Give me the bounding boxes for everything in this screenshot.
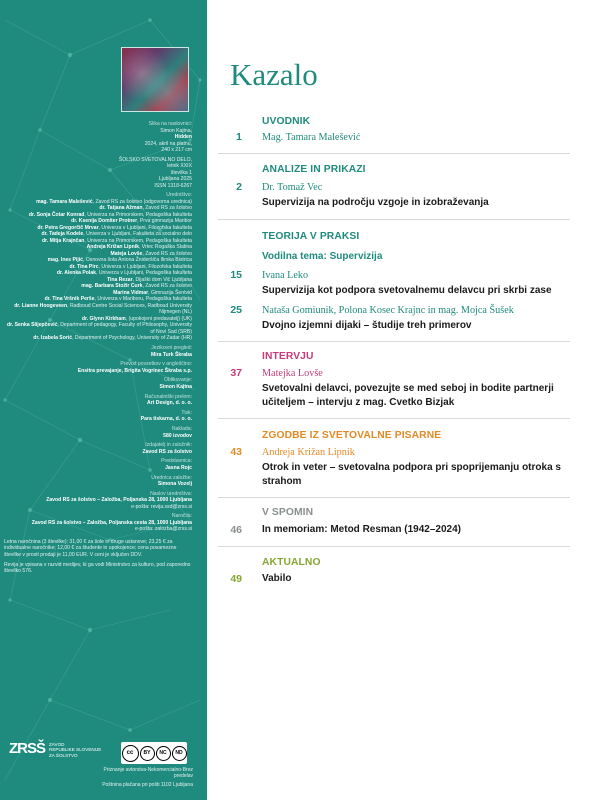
entry-author: Andreja Križan Lipnik xyxy=(262,447,355,458)
board-member: dr. Petra Gregorčič Mrvar, Univerza v Ljubljani, Filozofska fakulteta xyxy=(37,224,192,231)
zrss-logo-text: ZAVOD REPUBLIKE SLOVENIJE ZA ŠOLSTVO xyxy=(49,742,102,758)
license-note: Priznanje avtorstva-Nekomercialno-Brez predelav xyxy=(103,767,193,779)
colophon-credits xyxy=(4,121,192,578)
board-member: dr. Glynn Kirkham, (upokojeni predavatelj) (UK) xyxy=(81,315,192,322)
board-member: dr. Tadeja Kodele, Univerza v Ljubljani, Fakulteta za socialno delo xyxy=(41,231,192,238)
credit-item: Oblikovanje: Simon Kajtna xyxy=(159,377,192,390)
board-member: Marina Vidmar, Gimnazija Šentvid xyxy=(113,289,192,296)
divider xyxy=(218,153,570,154)
cc-nc-icon: NC xyxy=(156,746,171,761)
board-member: dr. Senka Slijepčević, Department of pedagogy, Faculty of Philosophy, University of Novi Sad (SRB) xyxy=(7,322,192,335)
credit-item: Predstavnica: Jasna Rojc xyxy=(161,458,192,471)
section-uvodnik: UVODNIK xyxy=(262,116,311,127)
page-number: 1 xyxy=(236,131,242,143)
credit-list xyxy=(4,345,192,488)
board-member: dr. Tina Pirc, Univerza v Ljubljani, Filozofska fakulteta xyxy=(69,263,192,270)
entry-title: Otrok in veter – svetovalna podpora pri spoprijemanju otroka s strahom xyxy=(262,462,561,487)
board-member: dr. Tatjana Ažman, Zavod RS za šolstvo xyxy=(99,205,192,212)
board-member: mag. Barbara Stožir Curk, Zavod RS za šolstvo xyxy=(81,283,192,290)
credit-item: Naklada: 580 izvodov xyxy=(163,426,192,439)
postage-note: Poštnina plačana pri pošti 1102 Ljubljana xyxy=(102,782,193,788)
price-note: Letna naročnina (3 številke): 31,00 € za šole in druge ustanove; 23,25 € za individualne naročnike; 12,00 € za študente in upokojence; cena posamezne številke v prosti prodaji je 11,00 EUR. V ceni je vključen DDV. xyxy=(4,538,177,558)
entry-title: Svetovalni delavci, povezujte se med seboj in bodite partnerji učiteljem – intervju z mag. Cvetko Bizjak xyxy=(262,383,554,408)
board-member: dr. Mitja Krajnčan, Univerza na Primorskem, Pedagoška fakulteta xyxy=(41,237,192,244)
zrss-logo-mark: ZRSŠ xyxy=(9,740,46,757)
board-member: Andreja Križan Lipnik, Vrtec Rogaška Slatina xyxy=(86,244,192,251)
credit-item: Tisk: Para tiskarna, d. o. o. xyxy=(140,409,192,423)
page-number: 43 xyxy=(230,446,242,458)
divider xyxy=(218,341,570,342)
board-member: dr. Lianne Hoogeveen, Radboud Centre Social Sciences, Radboud University Nijmegen (NL) xyxy=(14,302,192,316)
page-number: 25 xyxy=(230,304,242,316)
orders-address: Naročila: Zavod RS za šolstvo – Založba, Poljanska cesta 28, 1000 Ljubljana e-pošta: zalozba@zrss.si xyxy=(31,513,192,533)
journal-info: ŠOLSKO SVETOVALNO DELO, letnik XXIX številka 1 Ljubljana 2025 ISSN 1318-6267 xyxy=(118,156,192,189)
entry-title: Vabilo xyxy=(262,573,292,584)
editorial-address: Naslov uredništva: Zavod RS za šolstvo – Založba, Poljanska 28, 1000 Ljubljana e-pošta: revija.ssd@zrss.si xyxy=(46,490,192,510)
entry-author: Dr. Tomaž Vec xyxy=(262,182,323,193)
entry-title: Supervizija kot podpora svetovalnemu delavcu pri skrbi zase xyxy=(262,285,552,296)
cover-image-thumbnail xyxy=(121,47,189,112)
entry-title: Dvojno izjemni dijaki – študije treh primerov xyxy=(262,320,472,331)
board-member: mag. Tamara Malešević, Zavod RS za šolstvo (odgovorna urednica) xyxy=(36,198,192,205)
entry-author: Ivana Leko xyxy=(262,270,309,281)
divider xyxy=(218,418,570,419)
board-member: dr. Alenka Polak, Univerza v Ljubljani, Pedagoška fakulteta xyxy=(56,270,192,277)
cc-license-badge xyxy=(121,742,187,764)
board-member: Mateja Lovše, Zavod RS za šolstvo xyxy=(110,250,192,257)
credit-item: Izdajatelj in založnik: Zavod RS za šolstvo xyxy=(142,442,192,455)
cc-by-icon: BY xyxy=(140,746,155,761)
entry-title: Supervizija na področju vzgoje in izobraževanja xyxy=(262,197,489,208)
section-intervju: INTERVJU xyxy=(262,351,314,362)
cc-icon: cc xyxy=(122,745,139,762)
section-zgodbe: ZGODBE IZ SVETOVALNE PISARNE xyxy=(262,430,442,441)
editorial-board: Uredništvo: mag. Tamara Malešević, Zavod RS za šolstvo (odgovorna urednica) dr. Tatjana Ažman, Zavod RS za šolstvo dr. Sonja Čotar Konrad, Univerza na Primorskem, Pedagoška fakulteta dr. Ksenija Domiter Protner, Prva gimnazija Maribor dr. Petra Gregorčič Mrvar, Univerza v Ljubljani, Filozofska fakulteta dr. Tadeja Kodele, Univerza v Ljubljani, Fakulteta za socialno delo dr. Mitja Krajnčan, Univerza na Primorskem, Pedagoška fakulteta Andreja Križan Lipnik, Vrtec Rogaška Slatina Mateja Lovše, Zavod RS za šolstvo mag. Ines Pijić, Osnovna šola Antona Žnideršiča Ilirska Bistrica dr. Tina Pirc, Univerza v Ljubljani, Filozofska fakulteta dr. Alenka Polak, Univerza v Ljubljani, Pedagoška fakulteta Tina Rezar, Dijaški dom Vič Ljubljana mag. Barbara Stožir Curk, Zavod RS za šolstvo Marina Vidmar, Gimnazija Šentvid dr. Tina Vršnik Perše, Univerza v Mariboru, Pedagoška fakulteta dr. Lianne Hoogeveen, Radboud Centre Social Sciences, Radboud University Nijmegen (NL) dr. Glynn Kirkham, (upokojeni predavatelj) (UK) dr. Senka Slijepčević, Department of pedagogy, Faculty of Philosophy, University of Novi Sad (SRB) dr. Izabela Sorić, Department of Psychology, University of Zadar (HR) xyxy=(4,192,192,342)
section-analize: ANALIZE IN PRIKAZI xyxy=(262,164,366,175)
section-aktualno: AKTUALNO xyxy=(262,557,321,568)
section-spomin: V SPOMIN xyxy=(262,507,314,518)
divider xyxy=(218,497,570,498)
credit-item: Računalniški prelom: Art Design, d. o. o. xyxy=(144,393,192,407)
board-member: Tina Rezar, Dijaški dom Vič Ljubljana xyxy=(106,276,192,283)
entry-author: Nataša Gomiunik, Polona Kosec Krajnc in mag. Mojca Šušek xyxy=(262,305,514,316)
entry-author: Mag. Tamara Malešević xyxy=(262,132,361,143)
page-number: 2 xyxy=(236,181,242,193)
board-member: dr. Sonja Čotar Konrad, Univerza na Primorskem, Pedagoška fakulteta xyxy=(28,211,192,218)
board-member: dr. Tina Vršnik Perše, Univerza v Mariboru, Pedagoška fakulteta xyxy=(44,296,192,303)
page-number: 15 xyxy=(230,269,242,281)
credit-item: Urednica založbe: Simona Vozelj xyxy=(151,474,192,488)
credit-item: Jezikovni pregled: Mira Turk Škraba xyxy=(151,345,192,358)
entry-author: Matejka Lovše xyxy=(262,368,323,379)
cc-nd-icon: ND xyxy=(172,746,187,761)
page-number: 37 xyxy=(230,367,242,379)
page-number: 46 xyxy=(230,524,242,536)
divider xyxy=(218,219,570,220)
registry-note: Revija je vpisana v razvid medijev, ki ga vodi Ministrstvo za kulturo, pod zaporedno številko 576. xyxy=(4,561,191,575)
page-title: Kazalo xyxy=(230,57,318,92)
divider xyxy=(218,546,570,547)
leading-theme: Vodilna tema: Supervizija xyxy=(262,251,383,262)
section-teorija: TEORIJA V PRAKSI xyxy=(262,231,360,242)
sidebar-colophon xyxy=(0,0,207,800)
board-member: mag. Ines Pijić, Osnovna šola Antona Žnideršiča Ilirska Bistrica xyxy=(47,257,192,264)
board-member: dr. Izabela Sorić, Department of Psychology, University of Zadar (HR) xyxy=(33,335,192,342)
entry-title: In memoriam: Metod Resman (1942–2024) xyxy=(262,524,461,535)
cover-caption: Slika na naslovnici: Simon Kajtna, Hidden 2024, akril na platnu, 240 x 217 cm xyxy=(144,121,192,153)
board-member: dr. Ksenija Domiter Protner, Prva gimnazija Maribor xyxy=(71,218,192,225)
page-number: 49 xyxy=(230,573,242,585)
credit-item: Prevod povzetkov v angleščino: Ensitra prevajanje, Brigita Vogrinec Škraba s.p. xyxy=(77,361,192,374)
